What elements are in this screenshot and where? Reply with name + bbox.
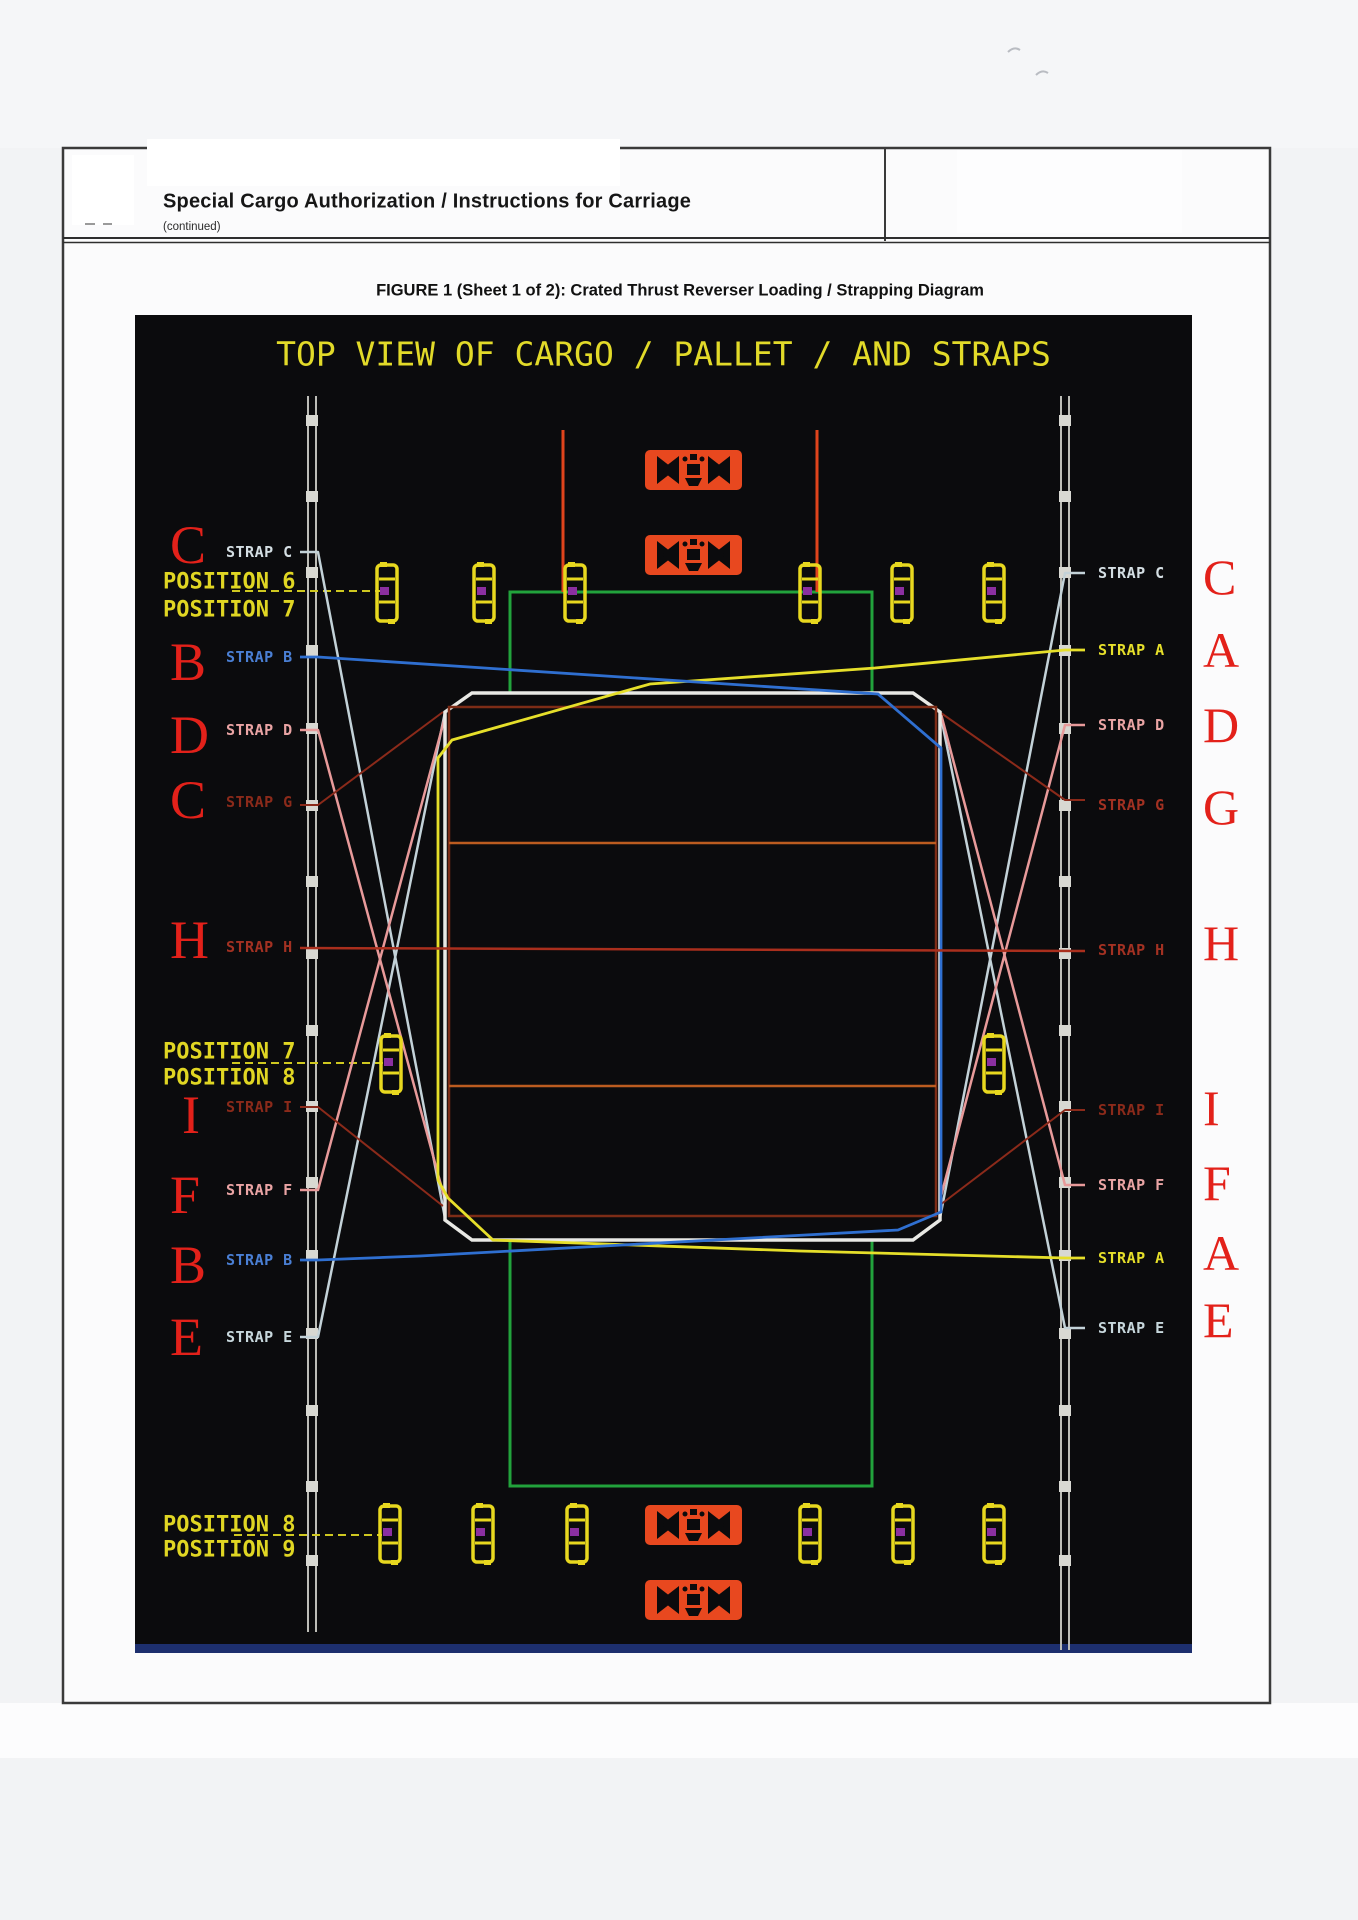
position-label: POSITION 8 xyxy=(163,1512,296,1538)
position-label: POSITION 7 xyxy=(163,1039,296,1065)
scan-mark-squiggle xyxy=(1008,48,1048,75)
strap-label-left: STRAP E xyxy=(226,1328,293,1346)
strap-label-right: STRAP F xyxy=(1098,1176,1165,1194)
whiteout-patch-right-cell xyxy=(957,150,1182,233)
strap-label-left: STRAP B xyxy=(226,648,293,666)
strap-label-left: STRAP D xyxy=(226,721,293,739)
strap-letter-right: E xyxy=(1203,1292,1234,1348)
strap-label-left: STRAP G xyxy=(226,793,293,811)
whiteout-patch-top xyxy=(147,139,620,186)
strap-label-left: STRAP B xyxy=(226,1251,293,1269)
strap-letter-left: I xyxy=(182,1085,200,1145)
strap-label-left: STRAP H xyxy=(226,938,293,956)
strap-letter-right: I xyxy=(1203,1080,1220,1136)
document-title: Special Cargo Authorization / Instructions for Carriage xyxy=(163,190,692,213)
strap-label-left: STRAP C xyxy=(226,543,293,561)
navy-bottom-strip xyxy=(135,1644,1192,1653)
strap-label-left: STRAP I xyxy=(226,1098,293,1116)
figure-caption: FIGURE 1 (Sheet 1 of 2): Crated Thrust Reverser Loading / Strapping Diagram xyxy=(376,281,984,300)
position-label: POSITION 9 xyxy=(163,1537,296,1563)
strap-letter-right: F xyxy=(1203,1155,1231,1211)
strap-letter-left: B xyxy=(170,1235,207,1295)
strap-letter-right: D xyxy=(1203,697,1240,753)
strap-letter-left: C xyxy=(170,770,207,830)
pallet-coupling-icon xyxy=(645,450,742,490)
strap-label-right: STRAP G xyxy=(1098,796,1165,814)
strap-label-right: STRAP A xyxy=(1098,1249,1165,1267)
strap-letter-left: E xyxy=(170,1307,203,1367)
pallet-coupling-icon xyxy=(645,535,742,575)
strap-letter-right: A xyxy=(1203,1225,1240,1281)
strap-letter-left: B xyxy=(170,632,207,692)
strap-letter-right: C xyxy=(1203,549,1237,605)
strap-letter-left: F xyxy=(170,1165,201,1225)
strap-letter-left: C xyxy=(170,515,207,575)
strap-label-right: STRAP I xyxy=(1098,1101,1165,1119)
diagram-title: TOP VIEW OF CARGO / PALLET / AND STRAPS xyxy=(276,334,1051,374)
strap-label-right: STRAP E xyxy=(1098,1319,1165,1337)
pallet-coupling-icon xyxy=(645,1505,742,1545)
strap-letter-left: D xyxy=(170,705,209,765)
strap-letter-left: H xyxy=(170,910,209,970)
crate-outline xyxy=(445,693,940,1240)
strap-label-right: STRAP A xyxy=(1098,641,1165,659)
position-label: POSITION 6 xyxy=(163,569,296,595)
strap-label-right: STRAP C xyxy=(1098,564,1165,582)
strap-label-left: STRAP F xyxy=(226,1181,293,1199)
pallet-coupling-icon xyxy=(645,1580,742,1620)
strap-letter-right: G xyxy=(1203,779,1240,835)
strap-label-right: STRAP H xyxy=(1098,941,1165,959)
position-label: POSITION 8 xyxy=(163,1065,296,1091)
position-label: POSITION 7 xyxy=(163,597,296,623)
strap-letter-right: A xyxy=(1203,622,1240,678)
strap-letter-right: H xyxy=(1203,915,1240,971)
strap-label-right: STRAP D xyxy=(1098,716,1165,734)
document-continued: (continued) xyxy=(163,221,221,233)
whiteout-patch-logo xyxy=(72,155,134,225)
